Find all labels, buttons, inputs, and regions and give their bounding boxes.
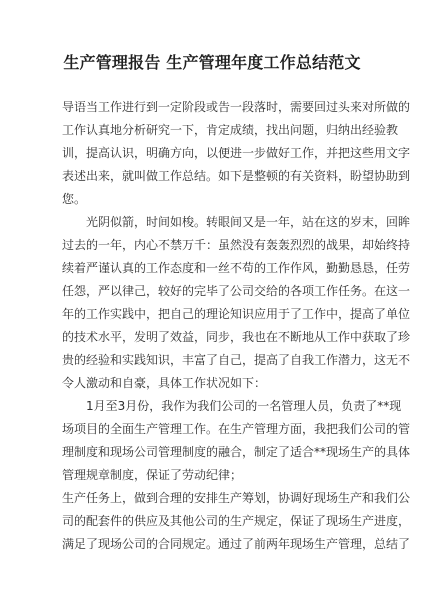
paragraph-line: 光阴似箭，时间如梭。转眼间又是一年，站在这的岁末，回眸 (86, 215, 411, 229)
paragraph-line: 训，提高认识，明确方向，以便进一步做好工作，并把这些用文字 (62, 146, 411, 160)
paragraph-line: 导语当工作进行到一定阶段或告一段落时，需要回过头来对所做的 (62, 100, 411, 114)
paragraph-line: 司的配套件的供应及其他公司的生产规定，保证了现场生产进度， (62, 514, 411, 528)
paragraph-line: 工作认真地分析研究一下，肯定成绩，找出问题，归纳出经验教 (62, 123, 399, 137)
paragraph-line: 管理规章制度，保证了劳动纪律； (62, 468, 243, 482)
paragraph-line: 表述出来，就叫做工作总结。如下是整顿的有关资料，盼望协助到 (62, 169, 411, 183)
paragraph-line: 贵的经验和实践知识，丰富了自己，提高了自我工作潜力，这无不 (62, 353, 411, 367)
paragraph-line: 您。 (62, 192, 87, 206)
paragraph-line: 任怨，严以律己，较好的完毕了公司交给的各项工作任务。在这一 (62, 284, 411, 298)
paragraph-line: 满足了现场公司的合同规定。通过了前两年现场生产管理，总结了 (62, 537, 411, 551)
paragraph-line: 续着严谨认真的工作态度和一丝不苟的工作作风，勤勤恳恳，任劳 (62, 261, 411, 275)
paragraph-line: 生产任务上，做到合理的安排生产筹划，协调好现场生产和我们公 (62, 491, 411, 505)
paragraph-line: 的技术水平，发明了效益，同步，我也在不断地从工作中获取了珍 (62, 330, 411, 344)
paragraph-line: 令人激动和自豪，具体工作状况如下： (62, 376, 267, 390)
paragraph-line: 年的工作实践中，把自己的理论知识应用于了工作中，提高了单位 (62, 307, 411, 321)
paragraph-line: 1月至3月份，我作为我们公司的一名管理人员，负责了**现 (86, 399, 402, 413)
paragraph-line: 过去的一年，内心不禁万千：虽然没有轰轰烈烈的战果，却始终持 (62, 238, 411, 252)
paragraph-line: 理制度和现场公司管理制度的融合，制定了适合**现场生产的具体 (62, 445, 411, 459)
paragraph-line: 场项目的全面生产管理工作。在生产管理方面，我把我们公司的管 (62, 422, 411, 436)
document-title: 生产管理报告 生产管理年度工作总结范文 (63, 53, 361, 72)
